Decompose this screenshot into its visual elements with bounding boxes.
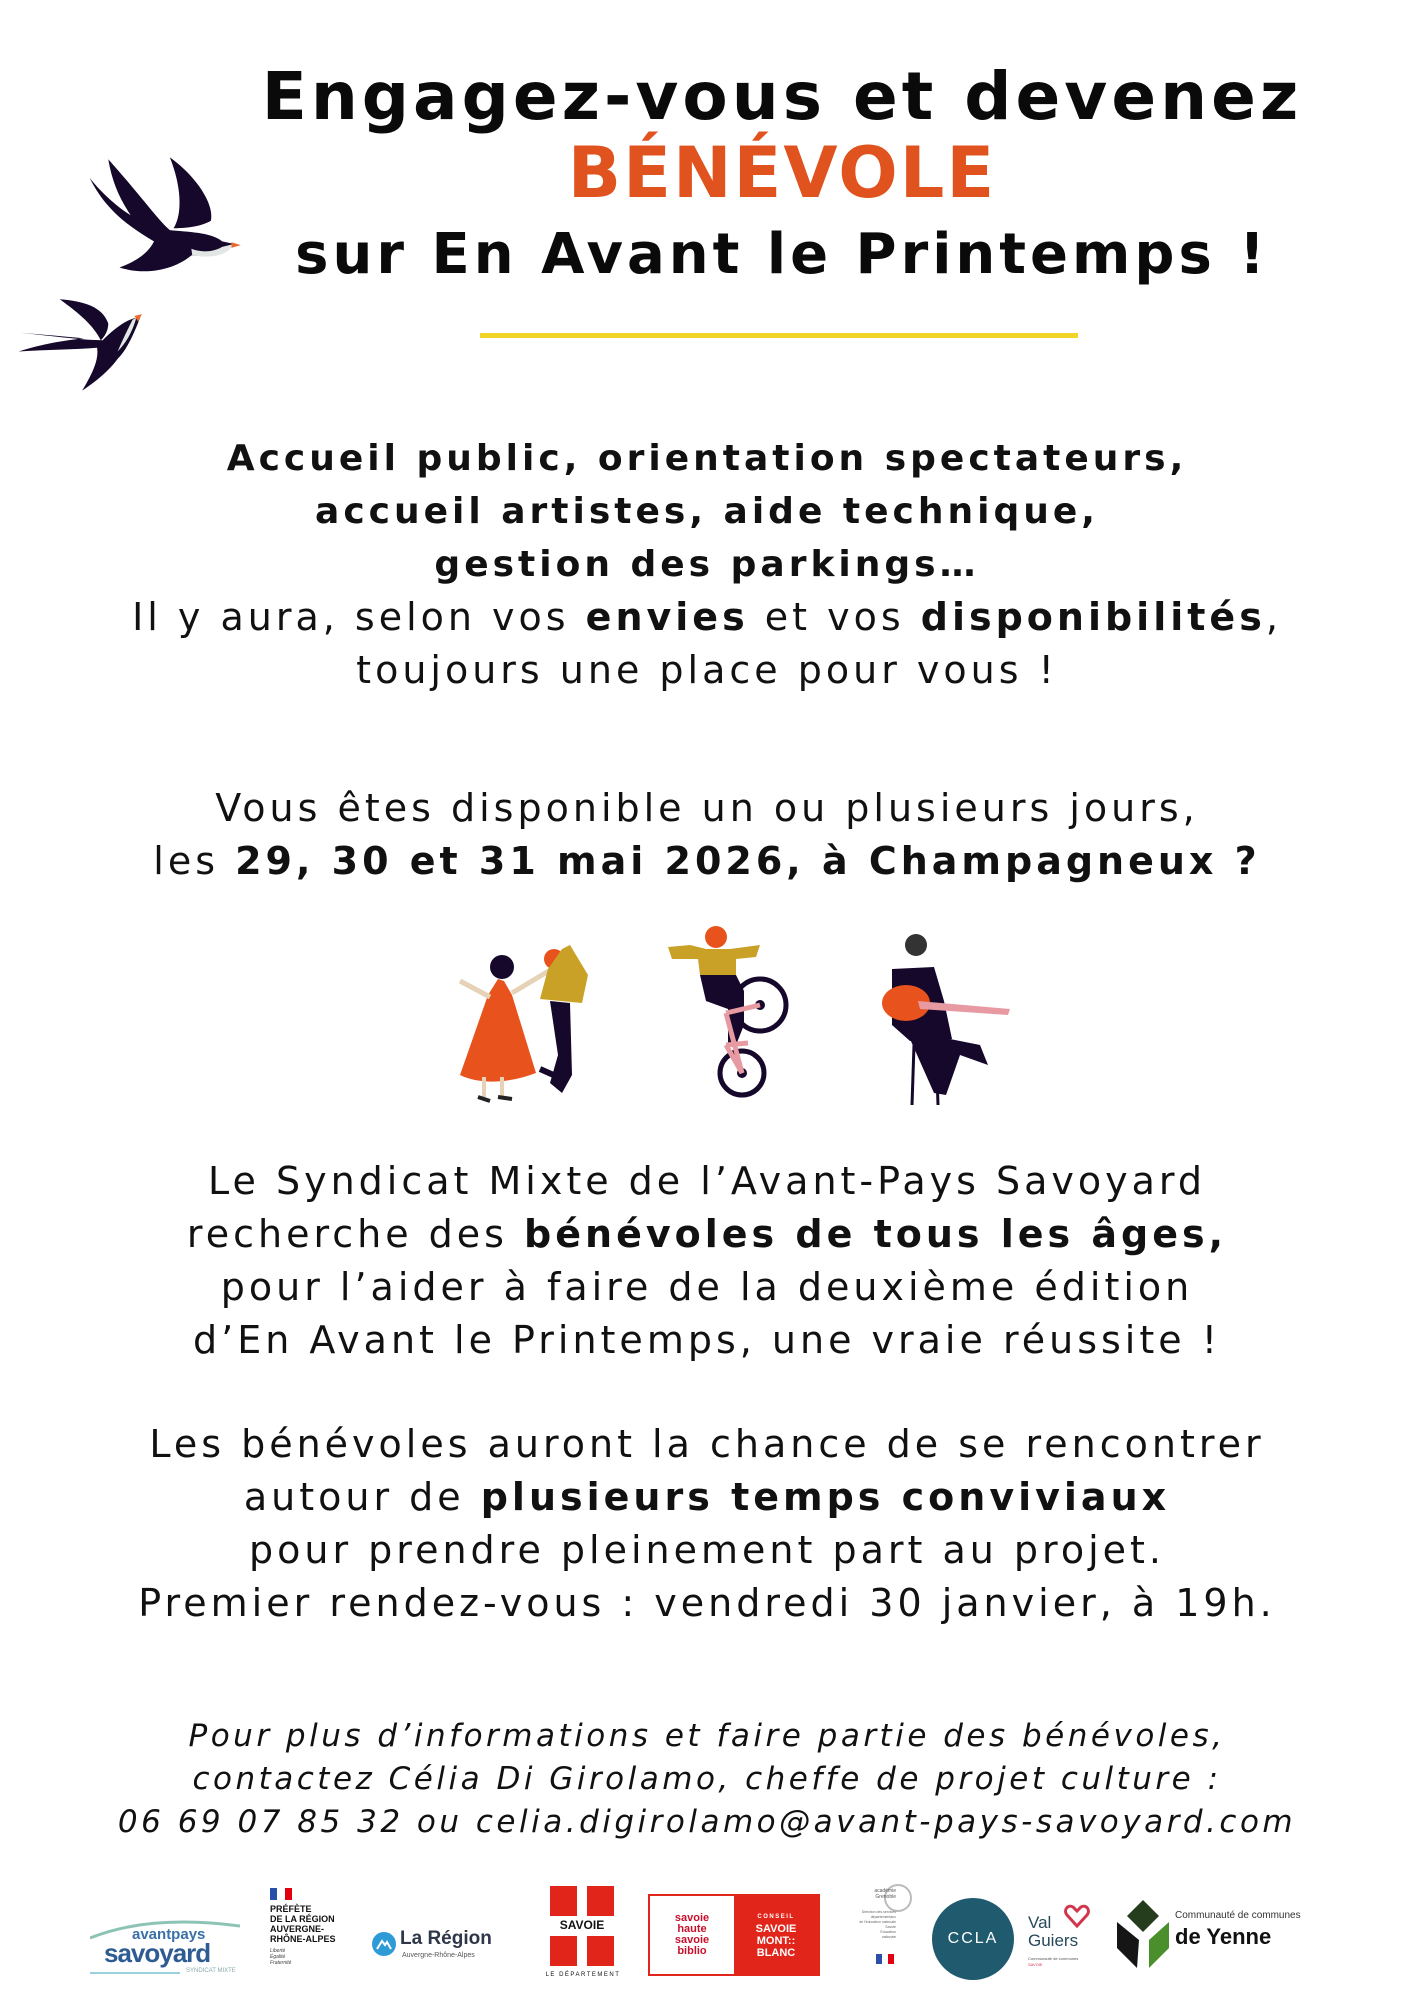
logo-val-guiers: Val Guiers Communauté de communes SAVOIE — [1028, 1904, 1108, 1980]
contact-line-2: contactez Célia Di Girolamo, cheffe de projet culture : — [192, 1761, 1222, 1797]
roles-paragraph — [0, 432, 1414, 697]
logo-ccla: CCLA — [932, 1898, 1014, 1980]
logo-academie-grenoble: académie Grenoble Direction des services départementaux de l'éducation nationale Savoie Éducation nationale — [850, 1884, 920, 1980]
french-flag-icon — [270, 1888, 292, 1900]
logo-region-aura: La Région Auvergne-Rhône-Alpes — [372, 1926, 502, 1966]
meetings-line-2: autour de plusieurs temps conviviaux — [243, 1475, 1171, 1519]
contact-phone[interactable]: 06 69 07 85 32 — [117, 1804, 404, 1840]
headline-line-1: Engagez-vous et devenez — [261, 58, 1303, 135]
dates-paragraph — [0, 782, 1414, 888]
dancing-couple-icon — [460, 945, 588, 1101]
meetings-paragraph — [0, 1418, 1414, 1630]
roles-line-1: Accueil public, orientation spectateurs, — [226, 438, 1188, 479]
dates-line-2: les 29, 30 et 31 mai 2026, à Champagneux ? — [153, 839, 1261, 883]
headline-line-3: sur En Avant le Printemps ! — [295, 222, 1269, 287]
roles-line-4: Il y aura, selon vos envies et vos disponibilités, — [132, 595, 1282, 639]
headline-benevole: BÉNÉVOLE — [567, 132, 997, 214]
meetings-line-4: Premier rendez-vous : vendredi 30 janvier, à 19h. — [138, 1581, 1276, 1625]
organizer-line-4: d’En Avant le Printemps, une vraie réussite ! — [193, 1318, 1221, 1362]
dates-line-1: Vous êtes disponible un ou plusieurs jours, — [215, 786, 1199, 830]
french-flag-icon — [876, 1954, 894, 1964]
meetings-line-3: pour prendre pleinement part au projet. — [249, 1528, 1165, 1572]
contact-line-3: 06 69 07 85 32 ou celia.digirolamo@avant-pays-savoyard.com — [117, 1804, 1297, 1840]
contact-line-1: Pour plus d’informations et faire partie des bénévoles, — [188, 1718, 1226, 1754]
bmx-cyclist-icon — [668, 926, 786, 1095]
partner-logos — [80, 1880, 1340, 1990]
roles-line-5: toujours une place pour vous ! — [356, 648, 1058, 692]
region-mountain-icon — [372, 1932, 396, 1956]
contact-paragraph — [0, 1715, 1414, 1844]
guitarist-icon — [882, 934, 1010, 1105]
logo-prefete-region: PRÉFÈTE DE LA RÉGION AUVERGNE- RHÔNE-ALPES Liberté Égalité Fraternité — [270, 1888, 370, 1978]
logo-savoie-biblio: savoie haute savoie biblio CONSEIL SAVOIE MONT:: BLANC — [648, 1894, 820, 1976]
swallow-small-icon — [19, 299, 142, 390]
organizer-paragraph — [0, 1155, 1414, 1367]
organizer-line-1: Le Syndicat Mixte de l’Avant-Pays Savoyard — [208, 1159, 1206, 1203]
logo-cc-yenne: Communauté de communes de Yenne — [1115, 1900, 1340, 1980]
meetings-line-1: Les bénévoles auront la chance de se rencontrer — [149, 1422, 1265, 1466]
logo-savoie-departement: SAVOIE LE DÉPARTEMENT — [542, 1886, 632, 1986]
contact-email[interactable]: celia.digirolamo@avant-pays-savoyard.com — [475, 1804, 1297, 1840]
yellow-divider — [480, 333, 1078, 338]
organizer-line-2: recherche des bénévoles de tous les âges, — [186, 1212, 1228, 1256]
yenne-leaf-icon — [1115, 1900, 1171, 1970]
roles-line-2: accueil artistes, aide technique, — [315, 491, 1099, 532]
organizer-line-3: pour l’aider à faire de la deuxième édition — [220, 1265, 1194, 1309]
roles-line-3: gestion des parkings… — [434, 544, 980, 585]
festival-illustrations — [440, 905, 1040, 1125]
logo-avant-pays-savoyard: avantpays savoyard SYNDICAT MIXTE — [90, 1920, 240, 1980]
